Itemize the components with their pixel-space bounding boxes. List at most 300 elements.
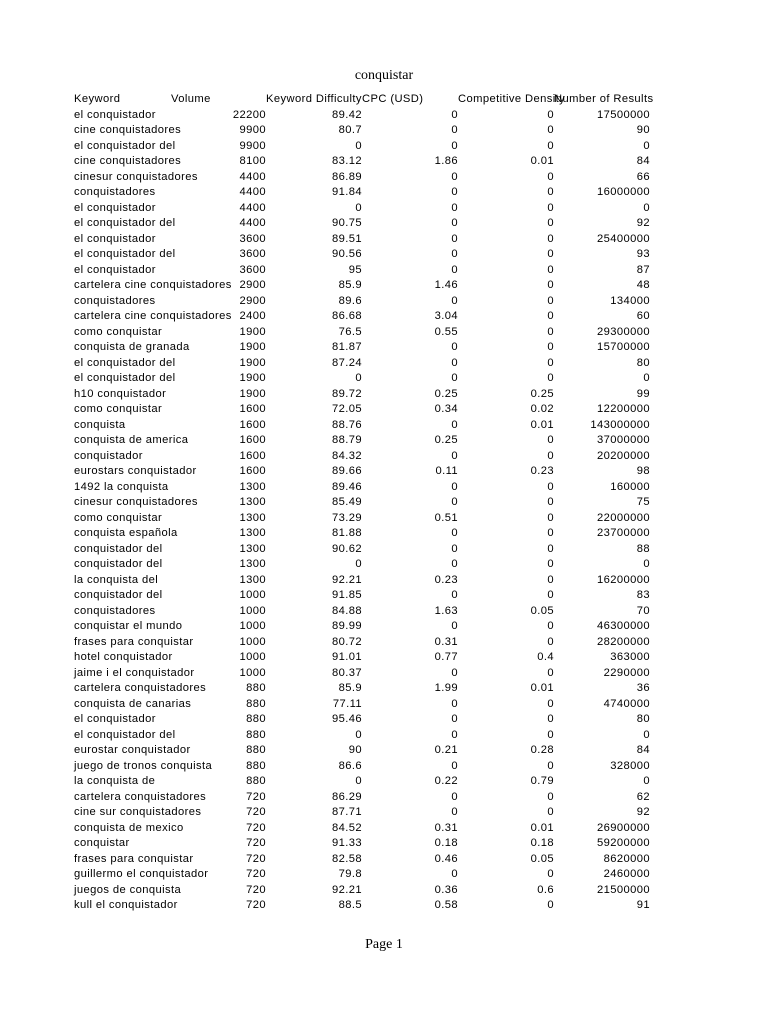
difficulty-cell: 0 [355,558,362,570]
density-cell: 0 [547,558,554,570]
volume-cell: 2400 [239,310,266,322]
table-row [74,836,650,852]
table-row [74,340,650,356]
volume-cell: 1000 [239,651,266,663]
difficulty-cell: 81.87 [332,341,362,353]
density-cell: 0 [547,480,554,493]
keyword-cell: cinesur conquistadores [74,170,198,183]
density-cell: 0 [547,310,554,322]
keyword-cell: conquista de mexico [74,821,184,834]
header-cpc: CPC (USD) [362,93,424,105]
results-cell: 328000 [610,759,650,772]
difficulty-cell: 0 [355,728,362,741]
results-cell: 93 [636,248,650,260]
density-cell: 0 [547,790,554,803]
keyword-cell: conquistar [74,837,130,849]
results-cell: 91 [636,899,650,911]
table-row [74,170,650,186]
density-cell: 0 [547,108,554,121]
table-row [74,449,650,465]
table-row [74,309,650,325]
density-cell: 0 [547,620,554,632]
density-cell: 0 [547,666,554,679]
table-row [74,852,650,868]
density-cell: 0 [547,713,554,725]
results-cell: 75 [636,496,650,508]
keyword-cell: 1492 la conquista [74,480,169,493]
density-cell: 0 [547,899,554,911]
keyword-cell: conquistador del [74,558,163,570]
table-row [74,557,650,573]
results-cell: 87 [636,263,650,276]
cpc-cell: 0.22 [434,775,458,787]
density-cell: 0 [547,201,554,214]
volume-cell: 4400 [239,170,266,183]
difficulty-cell: 95 [348,263,362,276]
difficulty-cell: 92.21 [332,883,362,896]
volume-cell: 720 [246,790,266,803]
table-row [74,480,650,496]
results-cell: 0 [643,775,650,787]
table-row [74,418,650,434]
table-body [74,108,650,914]
keyword-cell: el conquistador del [74,139,176,152]
keyword-cell: cine sur conquistadores [74,806,202,818]
keyword-cell: como conquistar [74,403,163,415]
results-cell: 60 [636,310,650,322]
volume-cell: 720 [246,899,266,911]
cpc-cell: 0.55 [434,325,458,338]
table-row [74,201,650,217]
header-keyword-difficulty: Keyword Difficulty [266,93,362,105]
table-row [74,666,650,682]
keyword-cell: cartelera cine conquistadores [74,279,232,291]
results-cell: 29300000 [597,325,650,338]
cpc-cell: 0.31 [434,635,458,648]
volume-cell: 1600 [239,465,266,477]
density-cell: 0 [547,372,554,384]
difficulty-cell: 88.5 [338,899,362,911]
difficulty-cell: 80.37 [332,666,362,679]
keyword-cell: hotel conquistador [74,651,173,663]
table-row [74,495,650,511]
density-cell: 0 [547,728,554,741]
difficulty-cell: 85.9 [338,682,362,694]
keyword-cell: cinesur conquistadores [74,496,198,508]
cpc-cell: 0.31 [434,821,458,834]
volume-cell: 880 [246,682,266,694]
table-row [74,898,650,914]
keyword-cell: juego de tronos conquista [74,759,213,772]
keyword-cell: guillermo el conquistador [74,868,209,880]
density-cell: 0.79 [530,775,554,787]
volume-cell: 1000 [239,604,266,617]
table-row [74,278,650,294]
difficulty-cell: 0 [355,201,362,214]
results-cell: 98 [636,465,650,477]
density-cell: 0 [547,186,554,198]
keyword-cell: jaime i el conquistador [74,666,195,679]
difficulty-cell: 92.21 [332,573,362,586]
density-cell: 0 [547,511,554,524]
volume-cell: 1900 [239,372,266,384]
results-cell: 0 [643,139,650,152]
density-cell: 0 [547,449,554,462]
difficulty-cell: 91.85 [332,589,362,601]
volume-cell: 880 [246,697,266,710]
keyword-cell: h10 conquistador [74,387,167,400]
results-cell: 17500000 [597,108,650,121]
table-row [74,216,650,232]
cpc-cell: 0 [451,496,458,508]
keyword-cell: la conquista del [74,573,159,586]
difficulty-cell: 0 [355,775,362,787]
results-cell: 28200000 [597,635,650,648]
difficulty-cell: 87.24 [332,356,362,369]
volume-cell: 1000 [239,620,266,632]
cpc-cell: 0 [451,666,458,679]
difficulty-cell: 89.99 [332,620,362,632]
results-cell: 92 [636,217,650,229]
density-cell: 0.01 [530,682,554,694]
difficulty-cell: 77.11 [332,697,362,710]
table-row [74,511,650,527]
volume-cell: 1300 [239,573,266,586]
results-cell: 92 [636,806,650,818]
results-cell: 4740000 [603,697,650,710]
volume-cell: 1300 [239,480,266,493]
keyword-cell: conquistadores [74,294,156,307]
keyword-cell: conquista de granada [74,341,190,353]
cpc-cell: 0.58 [434,899,458,911]
density-cell: 0 [547,248,554,260]
results-cell: 46300000 [597,620,650,632]
volume-cell: 880 [246,744,266,756]
volume-cell: 2900 [239,279,266,291]
cpc-cell: 1.99 [434,682,458,694]
volume-cell: 4400 [239,186,266,198]
volume-cell: 1300 [239,558,266,570]
table-row [74,185,650,201]
volume-cell: 720 [246,837,266,849]
keyword-cell: el conquistador [74,201,156,214]
cpc-cell: 0 [451,868,458,880]
volume-cell: 9900 [239,139,266,152]
cpc-cell: 0 [451,449,458,462]
keyword-cell: conquista de canarias [74,697,192,710]
cpc-cell: 0.36 [434,883,458,896]
cpc-cell: 1.46 [434,279,458,291]
cpc-cell: 0 [451,728,458,741]
keyword-cell: conquistadores [74,186,156,198]
volume-cell: 720 [246,852,266,865]
volume-cell: 1600 [239,449,266,462]
cpc-cell: 0.25 [434,434,458,446]
density-cell: 0.23 [530,465,554,477]
results-cell: 26900000 [597,821,650,834]
volume-cell: 720 [246,821,266,834]
cpc-cell: 0.34 [434,403,458,415]
keyword-cell: la conquista de [74,775,156,787]
difficulty-cell: 82.58 [332,852,362,865]
table-row [74,433,650,449]
cpc-cell: 0 [451,527,458,539]
results-cell: 8620000 [603,852,650,865]
difficulty-cell: 90 [348,744,362,756]
header-number-of-results: Number of Results [554,93,654,105]
volume-cell: 3600 [239,232,266,245]
density-cell: 0 [547,806,554,818]
cpc-cell: 0 [451,759,458,772]
density-cell: 0.01 [530,418,554,431]
table-row [74,139,650,155]
density-cell: 0 [547,139,554,152]
results-cell: 84 [636,155,650,167]
density-cell: 0.4 [537,651,554,663]
cpc-cell: 0 [451,620,458,632]
density-cell: 0 [547,325,554,338]
keyword-cell: el conquistador [74,263,156,276]
results-cell: 134000 [610,294,650,307]
difficulty-cell: 89.6 [338,294,362,307]
cpc-cell: 0 [451,217,458,229]
cpc-cell: 0 [451,372,458,384]
results-cell: 20200000 [597,449,650,462]
volume-cell: 1600 [239,403,266,415]
cpc-cell: 0 [451,201,458,214]
table-row [74,759,650,775]
volume-cell: 1000 [239,635,266,648]
volume-cell: 880 [246,759,266,772]
results-cell: 16000000 [597,186,650,198]
results-cell: 80 [636,356,650,369]
difficulty-cell: 81.88 [332,527,362,539]
difficulty-cell: 0 [355,372,362,384]
table-row [74,821,650,837]
cpc-cell: 0 [451,186,458,198]
results-cell: 88 [636,542,650,555]
results-cell: 12200000 [597,403,650,415]
keyword-cell: conquistador [74,449,143,462]
volume-cell: 3600 [239,263,266,276]
table-row [74,542,650,558]
difficulty-cell: 86.6 [338,759,362,772]
keyword-cell: como conquistar [74,511,163,524]
difficulty-cell: 72.05 [332,403,362,415]
table-row [74,712,650,728]
table-row [74,883,650,899]
keyword-cell: conquistar el mundo [74,620,183,632]
volume-cell: 1300 [239,527,266,539]
cpc-cell: 0 [451,170,458,183]
table-row [74,604,650,620]
density-cell: 0 [547,434,554,446]
results-cell: 22000000 [597,511,650,524]
volume-cell: 880 [246,713,266,725]
results-cell: 37000000 [597,434,650,446]
table-row [74,790,650,806]
keyword-cell: frases para conquistar [74,635,194,648]
volume-cell: 1600 [239,434,266,446]
volume-cell: 1900 [239,387,266,400]
cpc-cell: 0 [451,806,458,818]
density-cell: 0 [547,356,554,369]
difficulty-cell: 86.89 [332,170,362,183]
difficulty-cell: 89.66 [332,465,362,477]
volume-cell: 4400 [239,201,266,214]
density-cell: 0 [547,263,554,276]
cpc-cell: 0 [451,542,458,555]
table-row [74,387,650,403]
table-row [74,728,650,744]
density-cell: 0.02 [530,403,554,415]
difficulty-cell: 80.7 [338,124,362,136]
density-cell: 0 [547,589,554,601]
results-cell: 90 [636,124,650,136]
cpc-cell: 0 [451,713,458,725]
header-volume: Volume [171,93,211,105]
table-row [74,526,650,542]
results-cell: 0 [643,558,650,570]
volume-cell: 1900 [239,325,266,338]
table-row [74,697,650,713]
results-cell: 2460000 [603,868,650,880]
results-cell: 23700000 [597,527,650,539]
keyword-cell: el conquistador del [74,728,176,741]
table-row [74,464,650,480]
cpc-cell: 0 [451,558,458,570]
difficulty-cell: 95.46 [332,713,362,725]
cpc-cell: 0 [451,232,458,245]
table-row [74,573,650,589]
keyword-cell: cartelera conquistadores [74,682,207,694]
cpc-cell: 0 [451,294,458,307]
density-cell: 0 [547,759,554,772]
density-cell: 0.05 [530,604,554,617]
difficulty-cell: 89.46 [332,480,362,493]
difficulty-cell: 86.68 [332,310,362,322]
volume-cell: 1900 [239,356,266,369]
cpc-cell: 0.77 [434,651,458,663]
keyword-cell: cine conquistadores [74,155,182,167]
results-cell: 25400000 [597,232,650,245]
table-row [74,650,650,666]
volume-cell: 4400 [239,217,266,229]
keyword-cell: cartelera cine conquistadores [74,310,232,322]
difficulty-cell: 80.72 [332,635,362,648]
density-cell: 0 [547,635,554,648]
density-cell: 0 [547,496,554,508]
density-cell: 0 [547,868,554,880]
cpc-cell: 0 [451,589,458,601]
difficulty-cell: 91.33 [332,837,362,849]
density-cell: 0 [547,697,554,710]
table-row [74,743,650,759]
keyword-cell: eurostar conquistador [74,744,191,756]
volume-cell: 3600 [239,248,266,260]
difficulty-cell: 87.71 [332,806,362,818]
density-cell: 0 [547,294,554,307]
table-row [74,402,650,418]
volume-cell: 22200 [232,108,266,121]
cpc-cell: 0 [451,790,458,803]
results-cell: 15700000 [597,341,650,353]
volume-cell: 720 [246,806,266,818]
keyword-cell: el conquistador [74,232,156,245]
keyword-cell: conquista española [74,527,178,539]
density-cell: 0.01 [530,821,554,834]
density-cell: 0.18 [530,837,554,849]
volume-cell: 1000 [239,589,266,601]
results-cell: 83 [636,589,650,601]
table-row [74,588,650,604]
keyword-cell: el conquistador [74,713,156,725]
cpc-cell: 0 [451,263,458,276]
difficulty-cell: 0 [355,139,362,152]
cpc-cell: 3.04 [434,310,458,322]
cpc-cell: 0 [451,341,458,353]
keyword-cell: conquistador del [74,542,163,555]
difficulty-cell: 89.51 [332,232,362,245]
density-cell: 0 [547,341,554,353]
density-cell: 0.6 [537,883,554,896]
difficulty-cell: 84.52 [332,821,362,834]
density-cell: 0.28 [530,744,554,756]
cpc-cell: 0 [451,697,458,710]
density-cell: 0.05 [530,852,554,865]
table-row [74,263,650,279]
difficulty-cell: 89.72 [332,387,362,400]
table-row [74,774,650,790]
results-cell: 70 [636,604,650,617]
difficulty-cell: 84.32 [332,449,362,462]
volume-cell: 1300 [239,496,266,508]
keyword-cell: el conquistador del [74,248,176,260]
volume-cell: 2900 [239,294,266,307]
table-row [74,247,650,263]
table-row [74,232,650,248]
volume-cell: 1300 [239,542,266,555]
results-cell: 21500000 [597,883,650,896]
results-cell: 66 [636,170,650,183]
difficulty-cell: 90.56 [332,248,362,260]
keyword-cell: juegos de conquista [74,883,182,896]
cpc-cell: 0.21 [434,744,458,756]
density-cell: 0 [547,542,554,555]
table-row [74,108,650,124]
results-cell: 59200000 [597,837,650,849]
results-cell: 143000000 [590,418,650,431]
difficulty-cell: 84.88 [332,604,362,617]
keyword-cell: conquista [74,418,126,431]
difficulty-cell: 91.84 [332,186,362,198]
results-cell: 48 [636,279,650,291]
results-cell: 80 [636,713,650,725]
cpc-cell: 0.46 [434,852,458,865]
cpc-cell: 0.51 [434,511,458,524]
density-cell: 0 [547,217,554,229]
table-row [74,371,650,387]
volume-cell: 1900 [239,341,266,353]
difficulty-cell: 73.29 [332,511,362,524]
table-row [74,805,650,821]
difficulty-cell: 85.9 [338,279,362,291]
keyword-cell: cartelera conquistadores [74,790,207,803]
volume-cell: 1300 [239,511,266,524]
difficulty-cell: 86.29 [332,790,362,803]
volume-cell: 880 [246,728,266,741]
difficulty-cell: 90.75 [332,217,362,229]
